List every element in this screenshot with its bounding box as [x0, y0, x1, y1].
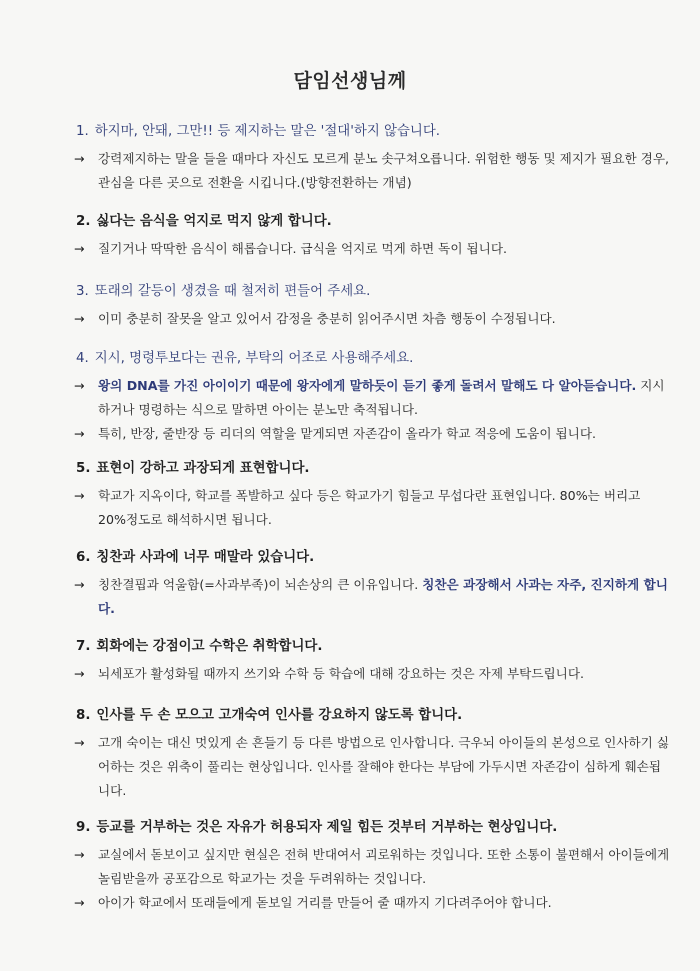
item-paragraph [72, 484, 672, 532]
item-heading [76, 637, 672, 656]
list-item [72, 706, 672, 803]
page-title: 담임선생님께 [293, 70, 407, 92]
item-heading-text: 인사를 두 손 모으고 고개숙여 인사를 강요하지 않도록 합니다. [96, 708, 463, 723]
arrow-icon: → [74, 378, 85, 393]
paragraph-text: 학교가 지옥이다, 학교를 폭발하고 싶다 등은 학교가기 힘들고 무섭다란 표현입니다. 80%는 버리고 20%정도로 해석하시면 됩니다. [98, 488, 641, 527]
arrow-icon: → [74, 488, 85, 503]
item-paragraph [72, 374, 672, 422]
item-paragraph [72, 891, 672, 915]
item-number: 1. [76, 124, 89, 139]
arrow-icon: → [74, 666, 85, 681]
arrow-icon: → [74, 735, 85, 750]
paragraph-text: 교실에서 돋보이고 싶지만 현실은 전혀 반대여서 괴로워하는 것입니다. 또한 소통이 불편해서 아이들에게 놀림받을까 공포감으로 학교가는 것을 두려워하는 것입니다. [98, 847, 670, 886]
item-heading-text: 표현이 강하고 과장되게 표현합니다. [96, 461, 310, 476]
item-heading [76, 122, 672, 141]
item-paragraph [72, 573, 672, 621]
paragraph-text: 특히, 반장, 줄반장 등 리더의 역할을 맡게되면 자존감이 올라가 학교 적응에 도움이 됩니다. [98, 426, 597, 441]
highlighted-text: 칭찬은 과장해서 사과는 자주, 진지하게 합니다. [98, 577, 668, 616]
list-item [72, 459, 672, 532]
paragraph-text: 뇌세포가 활성화될 때까지 쓰기와 수학 등 학습에 대해 강요하는 것은 자제 부탁드립니다. [98, 666, 584, 681]
item-number: 5. [76, 461, 91, 476]
item-number: 2. [76, 214, 91, 229]
arrow-icon: → [74, 895, 85, 910]
item-paragraph [72, 662, 672, 686]
arrow-icon: → [74, 577, 85, 592]
paragraph-text: 칭찬결핍과 억울함(=사과부족)이 뇌손상의 큰 이유입니다. [98, 577, 423, 592]
item-paragraph [72, 237, 672, 261]
item-heading [76, 548, 672, 567]
item-heading [76, 459, 672, 478]
item-heading-text: 칭찬과 사과에 너무 매말라 있습니다. [96, 550, 315, 565]
list-item [72, 548, 672, 621]
paragraph-text: 강력제지하는 말을 들을 때마다 자신도 모르게 분노 솟구쳐오릅니다. 위험한 행동 및 제지가 필요한 경우, 관심을 다른 곳으로 전환을 시킵니다.(방향전환하는 개념) [98, 151, 670, 190]
highlighted-text: 왕의 DNA를 가진 아이이기 때문에 왕자에게 말하듯이 듣기 좋게 돌려서 말해도 다 알아듣습니다. [98, 378, 637, 393]
paragraph-text: 질기거나 딱딱한 음식이 해롭습니다. 급식을 억지로 먹게 하면 독이 됩니다. [98, 241, 508, 256]
item-number: 4. [76, 351, 89, 366]
item-paragraph [72, 843, 672, 891]
arrow-icon: → [74, 241, 85, 256]
item-paragraph [72, 422, 672, 446]
list-item [72, 349, 672, 446]
arrow-icon: → [74, 847, 85, 862]
list-item [72, 282, 672, 331]
arrow-icon: → [74, 151, 85, 166]
item-paragraph [72, 307, 672, 331]
item-paragraph [72, 147, 672, 195]
paragraph-text: 아이가 학교에서 또래들에게 돋보일 거리를 만들어 줄 때까지 기다려주어야 합니다. [98, 895, 552, 910]
item-heading-text: 지시, 명령투보다는 권유, 부탁의 어조로 사용해주세요. [94, 351, 414, 366]
item-heading [76, 706, 672, 725]
item-heading [76, 212, 672, 231]
item-heading-text: 회화에는 강점이고 수학은 취학합니다. [96, 639, 323, 654]
list-item [72, 212, 672, 261]
item-number: 9. [76, 820, 91, 835]
item-heading [76, 282, 672, 301]
paragraph-text: 이미 충분히 잘못을 알고 있어서 감정을 충분히 읽어주시면 차츰 행동이 수정됩니다. [98, 311, 556, 326]
item-heading-text: 싫다는 음식을 억지로 먹지 않게 합니다. [96, 214, 332, 229]
arrow-icon: → [74, 426, 85, 441]
item-heading [76, 818, 672, 837]
item-heading-text: 등교를 거부하는 것은 자유가 허용되자 제일 힘든 것부터 거부하는 현상입니다. [96, 820, 558, 835]
item-number: 7. [76, 639, 91, 654]
item-number: 3. [76, 284, 89, 299]
item-heading [76, 349, 672, 368]
list-item [72, 122, 672, 195]
item-paragraph [72, 731, 672, 803]
item-number: 8. [76, 708, 91, 723]
paragraph-text: 고개 숙이는 대신 멋있게 손 흔들기 등 다른 방법으로 인사합니다. 극우뇌 아이들의 본성으로 인사하기 싫어하는 것은 위축이 풀리는 현상입니다. 인사를 잘해야 한다는 부담에 가두시면 자존감이 심하게 훼손됩니다. [98, 735, 670, 798]
arrow-icon: → [74, 311, 85, 326]
item-number: 6. [76, 550, 91, 565]
item-heading-text: 하지마, 안돼, 그만!! 등 제지하는 말은 '절대'하지 않습니다. [94, 124, 441, 139]
list-item [72, 818, 672, 915]
item-heading-text: 또래의 갈등이 생겼을 때 철저히 편들어 주세요. [94, 284, 371, 299]
list-item [72, 637, 672, 686]
paragraph-text: 지시하거나 명령하는 식으로 말하면 아이는 분노만 축적됩니다. [98, 378, 665, 417]
